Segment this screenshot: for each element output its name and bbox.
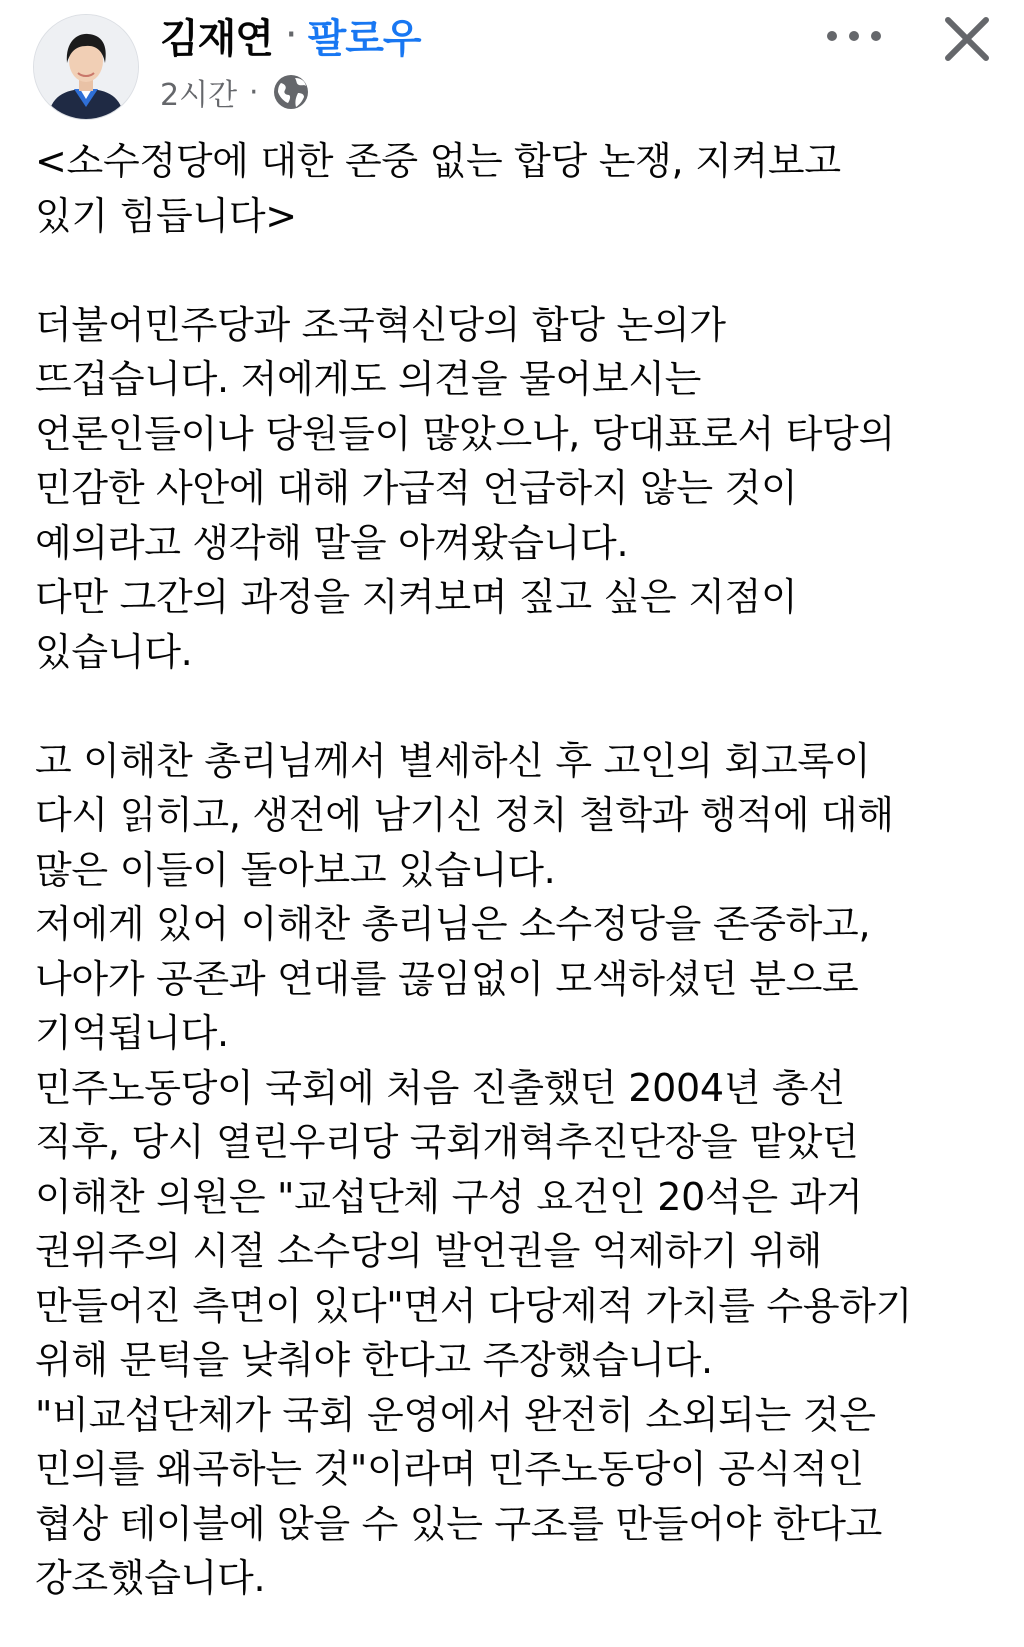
- author-row: [160, 6, 421, 64]
- post-line: "비교섭단체가 국회 운영에서 완전히 소외되는 것은: [35, 1392, 876, 1437]
- post-line-blank: [35, 243, 1005, 298]
- post-header: [0, 0, 1024, 130]
- more-options-button[interactable]: [822, 14, 886, 58]
- more-icon: [822, 14, 886, 58]
- post-line: 있기 힘듭니다>: [35, 193, 297, 238]
- post-line: 더불어민주당과 조국혁신당의 합당 논의가: [35, 302, 726, 347]
- post-line: 저에게 있어 이해찬 총리님은 소수정당을 존중하고,: [35, 902, 871, 946]
- post-timestamp[interactable]: 2시간: [160, 78, 238, 113]
- post-line: 민주노동당이 국회에 처음 진출했던 2004년 총선: [35, 1065, 845, 1110]
- post-line: 나아가 공존과 연대를 끊임없이 모색하셨던 분으로: [35, 956, 859, 1001]
- post-line: 만들어진 측면이 있다"면서 다당제적 가치를 수용하기: [35, 1283, 913, 1328]
- profile-avatar[interactable]: [33, 14, 139, 120]
- person-avatar-icon: [34, 15, 138, 119]
- post-line: 예의라고 생각해 말을 아껴왔습니다.: [35, 520, 629, 565]
- post-line: 다만 그간의 과정을 지켜보며 짚고 싶은 지점이: [35, 575, 798, 619]
- post-line: 직후, 당시 열린우리당 국회개혁추진단장을 맡았던: [35, 1120, 859, 1164]
- name-separator: ·: [284, 12, 298, 58]
- meta-separator: ·: [249, 74, 259, 110]
- post-line: <소수정당에 대한 존중 없는 합당 논쟁, 지켜보고: [35, 139, 841, 183]
- post-line: 이해찬 의원은 "교섭단체 구성 요건인 20석은 과거: [35, 1174, 863, 1219]
- post-line: 기억됩니다.: [35, 1011, 229, 1055]
- author-name[interactable]: 김재연: [160, 15, 273, 62]
- globe-icon[interactable]: [271, 72, 311, 112]
- post-line: 민감한 사안에 대해 가급적 언급하지 않는 것이: [35, 466, 798, 510]
- follow-button[interactable]: 팔로우: [307, 15, 421, 62]
- post-line: 다시 읽히고, 생전에 남기신 정치 철학과 행적에 대해: [35, 793, 894, 837]
- post-line: 위해 문턱을 낮춰야 한다고 주장했습니다.: [35, 1338, 713, 1382]
- post-text: [35, 134, 1005, 1606]
- post-meta: [160, 70, 311, 114]
- post-line: 많은 이들이 돌아보고 있습니다.: [35, 847, 556, 892]
- post-line: 민의를 왜곡하는 것"이라며 민주노동당이 공식적인: [35, 1447, 864, 1491]
- post-line: 언론인들이나 당원들이 많았으나, 당대표로서 타당의: [35, 411, 895, 456]
- post-line: 권위주의 시절 소수당의 발언권을 억제하기 위해: [35, 1229, 823, 1273]
- close-button[interactable]: [940, 12, 994, 66]
- post-line: 뜨겁습니다. 저에게도 의견을 물어보시는: [35, 357, 702, 401]
- post-line: 고 이해찬 총리님께서 별세하신 후 고인의 회고록이: [35, 738, 871, 783]
- close-icon: [940, 12, 994, 66]
- post-line: 협상 테이블에 앉을 수 있는 구조를 만들어야 한다고: [35, 1501, 883, 1546]
- post-line: 강조했습니다.: [35, 1556, 266, 1600]
- post-line: 있습니다.: [35, 629, 193, 674]
- post-line-blank: [35, 679, 1005, 734]
